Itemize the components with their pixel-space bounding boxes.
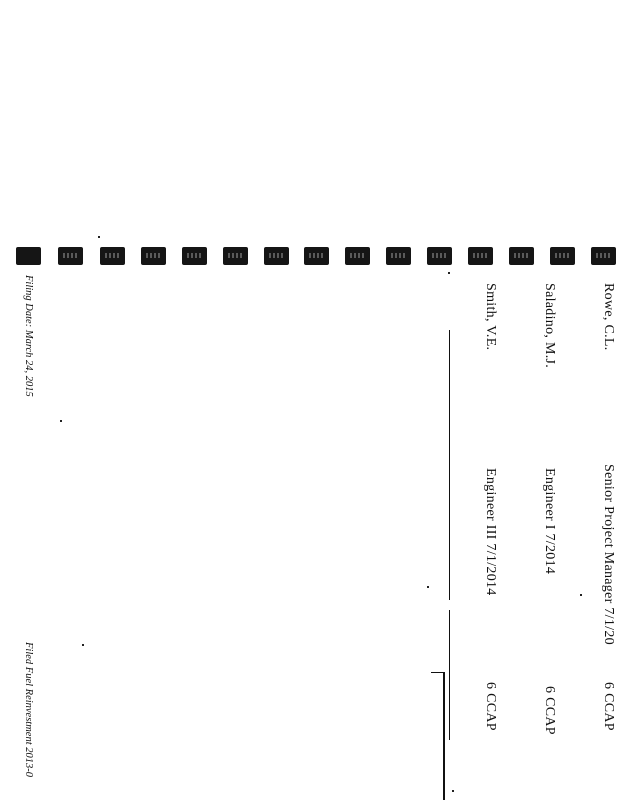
table-rule	[449, 330, 450, 470]
header-tab	[100, 247, 125, 265]
header-tab	[427, 247, 452, 265]
header-tab	[509, 247, 534, 265]
filing-date: Filing Date: March 24, 2015	[23, 275, 34, 397]
document-reference: Filed Fuel Reinvestment 2013-0	[23, 642, 34, 777]
header-tab	[550, 247, 575, 265]
header-tab	[591, 247, 616, 265]
scan-speck	[580, 594, 582, 596]
employee-extra: 6 CCAP	[542, 686, 557, 735]
header-tab	[223, 247, 248, 265]
header-tab	[264, 247, 289, 265]
table-rule	[443, 672, 445, 800]
header-tab	[16, 247, 41, 265]
employee-name: Rowe, C.L.	[601, 283, 616, 351]
scan-speck	[98, 236, 100, 238]
employee-extra: 6 CCAP	[601, 682, 616, 731]
employee-name: Smith, V.E.	[483, 283, 498, 351]
header-tab	[141, 247, 166, 265]
scan-speck	[427, 586, 429, 588]
header-tab	[182, 247, 207, 265]
header-tab	[468, 247, 493, 265]
scan-speck	[82, 644, 84, 646]
table-rule	[449, 610, 450, 740]
scan-speck	[452, 790, 454, 792]
table-rule	[449, 460, 450, 600]
employee-title: Senior Project Manager 7/1/20	[601, 464, 616, 645]
employee-name: Saladino, M.J.	[542, 283, 557, 369]
employee-title: Engineer III 7/1/2014	[483, 468, 498, 596]
header-tab	[345, 247, 370, 265]
employee-extra: 6 CCAP	[483, 682, 498, 731]
header-tab	[304, 247, 329, 265]
header-tab	[58, 247, 83, 265]
employee-title: Engineer I 7/2014	[542, 468, 557, 575]
scan-speck	[448, 272, 450, 274]
scan-speck	[60, 420, 62, 422]
header-tab	[386, 247, 411, 265]
